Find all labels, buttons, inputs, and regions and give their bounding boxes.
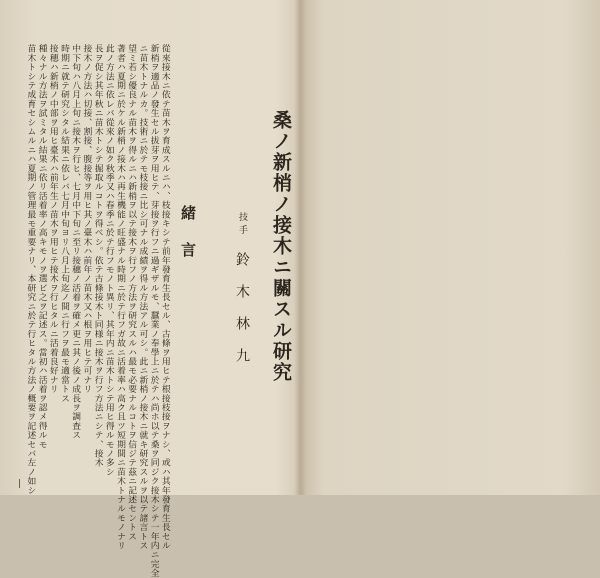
book-gutter [294, 0, 306, 495]
body-line: 望ミ若シ優良ナル苗木ヲ得ルニハ新梢ヲ以テ接木ヲ行フノ方法ヲ研究スルハ最モ必要ナルコトヲ信ジテ茲ニ記述セントス [126, 44, 137, 541]
author-name: 鈴木林九 [234, 252, 250, 380]
body-line: 從來接木ニ依テ苗木ヲ育成スルニハ、枝接キシテ前年發育生長セル、古條ヲ用ヒテ根接枝接ヲナシ、或ハ其年發育生長セル [159, 44, 170, 550]
author-label: 技手 [237, 212, 247, 238]
body-line: 接木ノ方法ハ切接、割接、腹接等ヲ用ヒ其ノ臺木ハ前年ノ苗木又ハ根ヲ用ヒテ可ナリ [81, 44, 92, 394]
body-line: 中下旬ハ八月上旬ニ接木ヲ行ヒ、七月中下旬ニ至リ接穗ノ活着ヲ確メ更ニ其ノ後ノ成長ヲ調査ス [70, 44, 81, 440]
body-line: 種々ナル方法ヲ試ミタル結果ニ依リ活着率ノ高キモノヲ選ビ之ヲ記述ス。當初ハ活着ヲ認メ得ルモ [36, 44, 47, 449]
body-line: 苗木トシテ成育セシムルニハ夏期ノ管理最モ重要ナリ、本研究ニ於テ行ヒタル方法ノ概要ヲ記述セバ左ノ如シ [25, 44, 36, 495]
body-line: 新梢ヲ適品ノ發生セル拔芽ヲ用ヒテ、芽接ヲ行フニ過ギザルモ、蠶業ノ奉學上ニ於テハ尚ホ以テ桑ヲ同ジク接木シテ一年内ニ完全 [148, 44, 159, 578]
article-title: 桑ノ新梢ノ接木ニ關スル研究 [270, 110, 292, 383]
page-marker [19, 479, 20, 488]
body-line: 長ヲ促シ其年秋ニ苗木トシテ掘取ルコトヲ得ベシ。依テ古條接木ト同様ニ接木ヲ行フ方法ニシテ、接木 [92, 44, 103, 468]
body-line: ニ苗木トナルカ。技術ニ於テモ枝接ニ比シ可ナル成績ヲ得ル方法アル可シ。此ニ新梢ノ接木ニ就キ研究スルヲ以テ諸言トス [137, 44, 148, 550]
body-line: 接穗ハ新梢ノ中部ヲ用ヒ臺木ハ前年生ノ苗木ヲ用ヒテ接木ヲ行ヒタルニ活着良好ナリ [47, 44, 58, 394]
body-line: 時期ニ就テ研究シタル結果ニ依レバ七月中旬ヨリ八月上旬迄ノ間ニ行フヲ最モ適當トス [58, 44, 69, 403]
author-line [232, 212, 252, 482]
body-line: 著者ハ夏期ニ於ケル新梢ノ接木ハ再生機能ノ旺盛ナル時期ニ於テ行フガ故ニ活着率ハ高ク且ツ短期間ニ苗木トナルモノナリ [114, 44, 125, 550]
body-line: 此ノ方法ニ依レバ從來ノ如ク秋季又ハ春季ニ於テ行フモノト異リ、其年内ニ苗木トシテ用ヒ得ルモノ多シ [103, 44, 114, 477]
section-heading: 緒言 [179, 205, 197, 279]
